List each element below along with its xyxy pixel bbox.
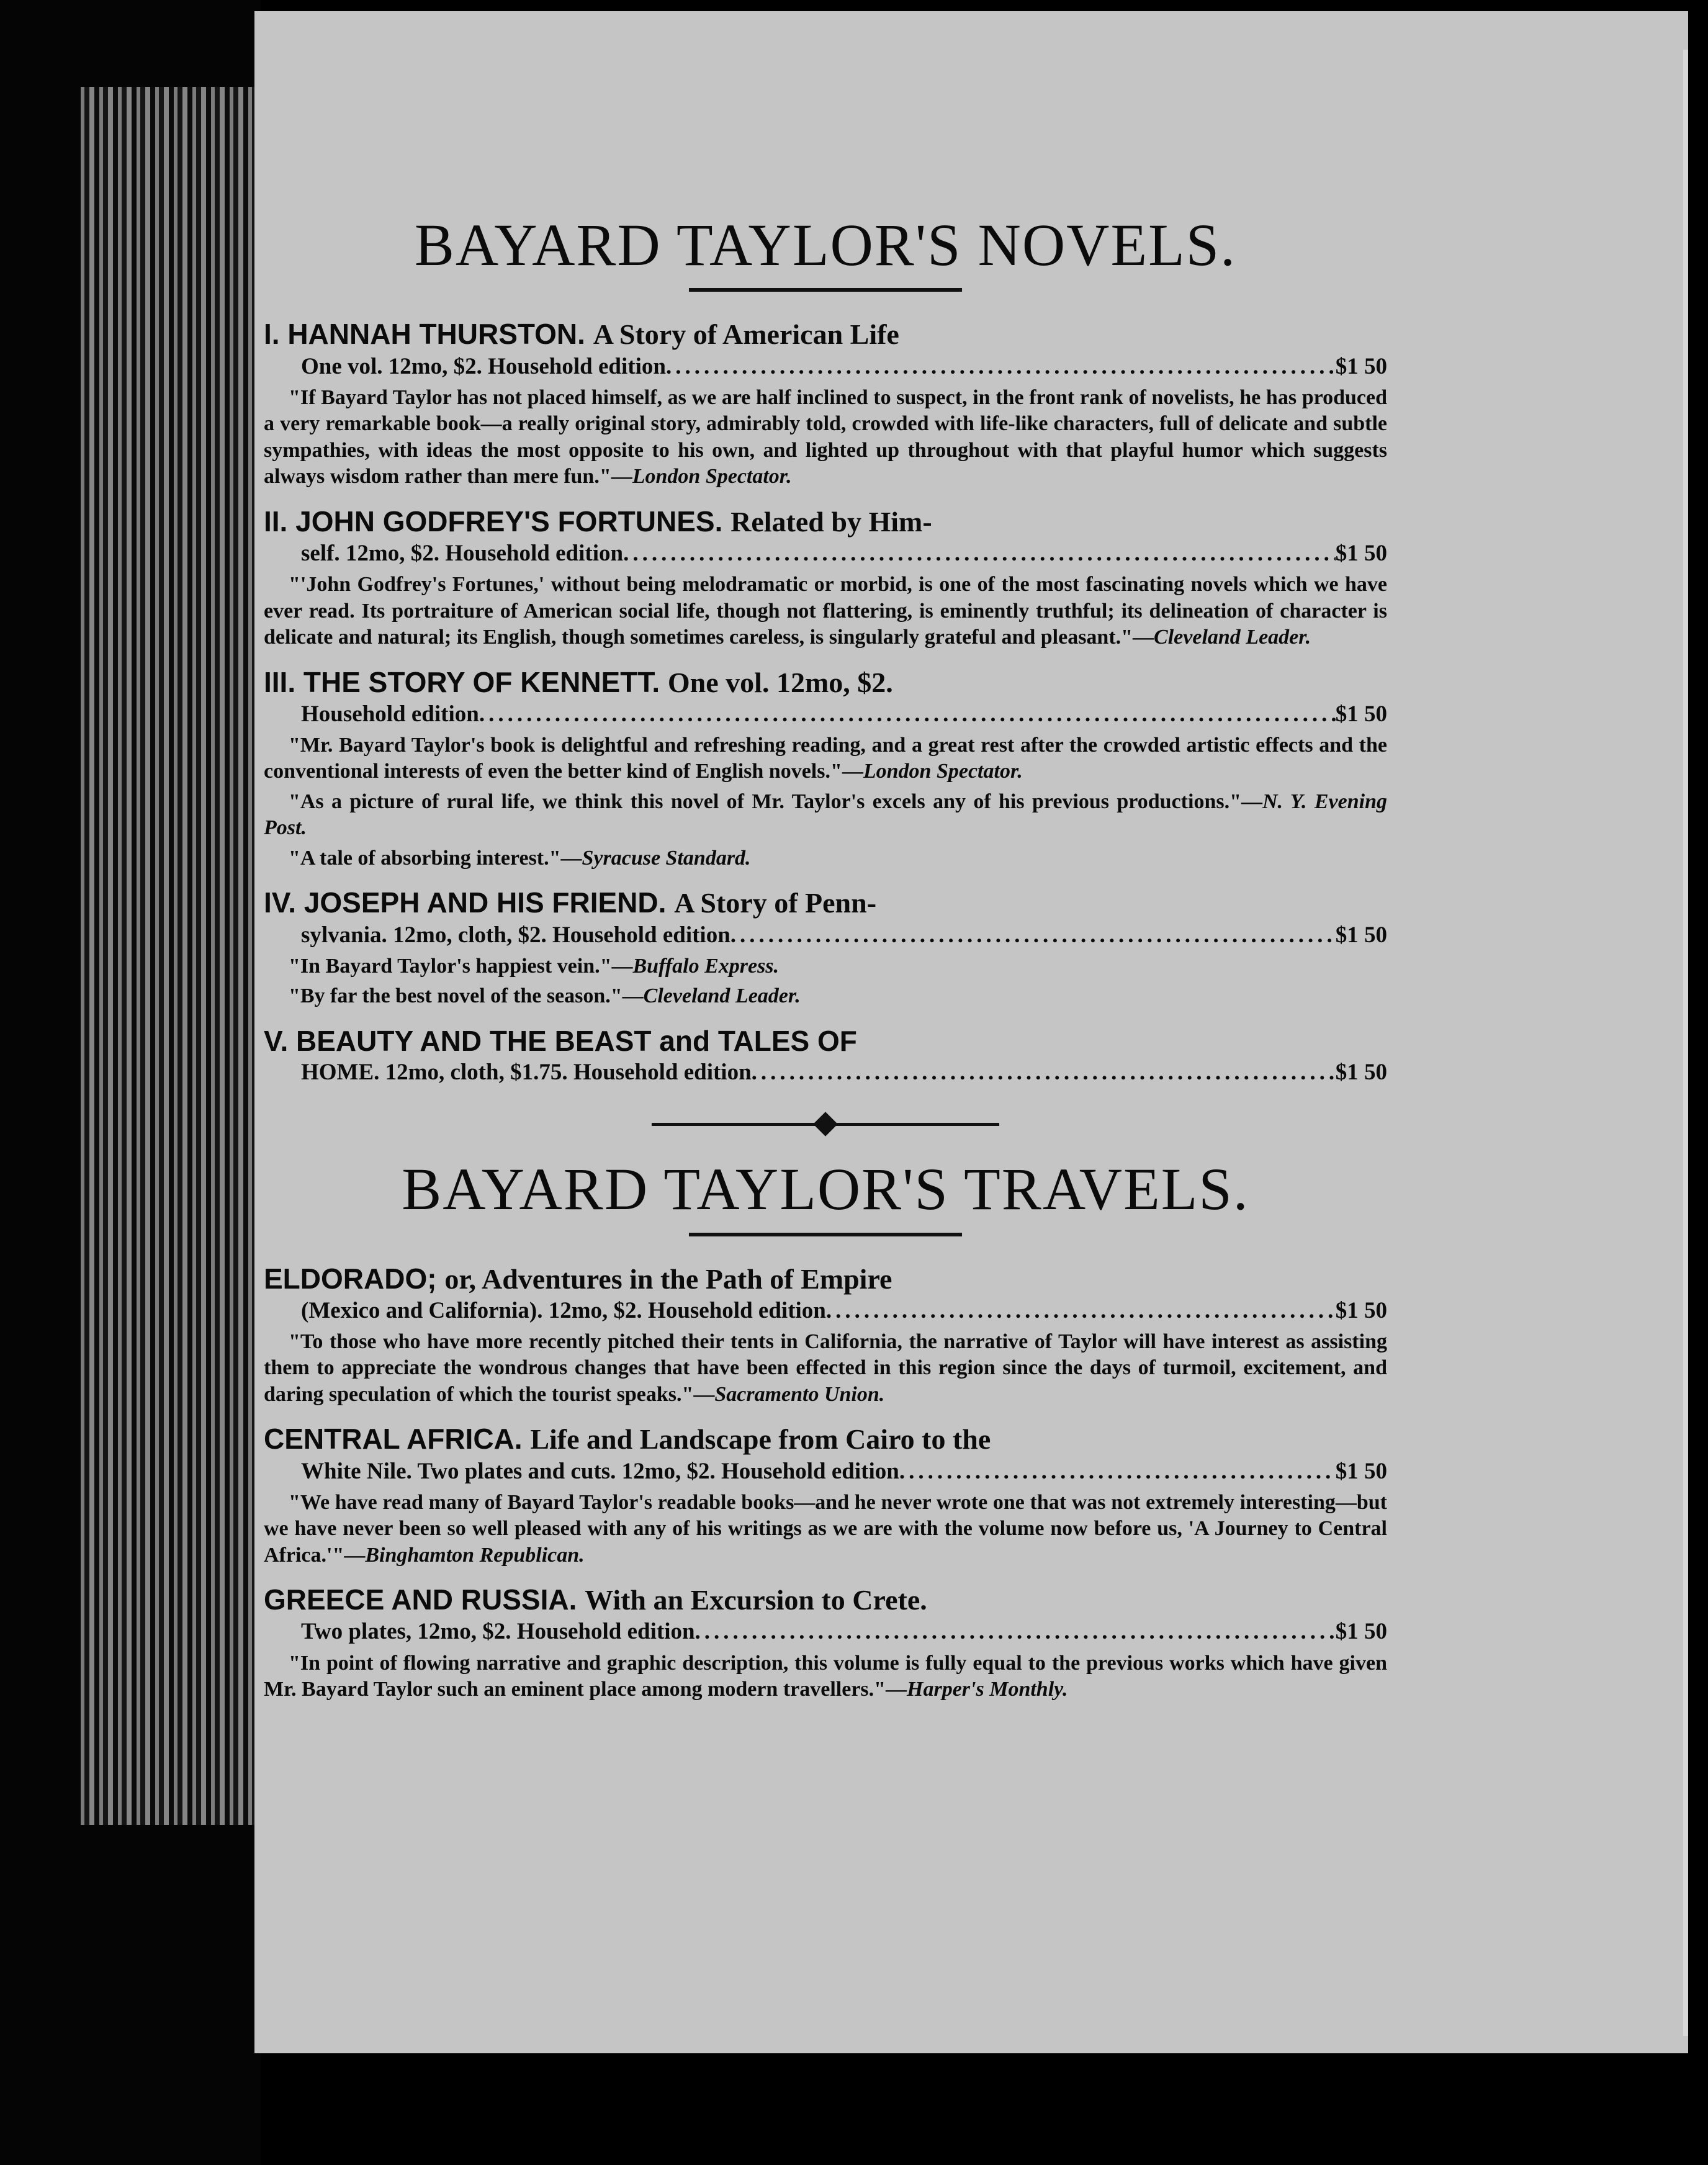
edition-details: Household edition: [301, 701, 479, 727]
novels-list: [264, 317, 1387, 1087]
quote-source: Harper's Monthly.: [907, 1678, 1068, 1701]
review-quote: [264, 572, 1387, 651]
price-line: [264, 1457, 1387, 1486]
edition-details: HOME. 12mo, cloth, $1.75. Household edition: [301, 1059, 752, 1085]
book-title-main: GREECE AND RUSSIA.: [264, 1583, 577, 1616]
travels-heading: BAYARD TAYLOR'S TRAVELS.: [402, 1156, 1249, 1223]
book-title-main: I. HANNAH THURSTON.: [264, 318, 585, 351]
section-ornament: [652, 1112, 999, 1137]
book-title: [264, 1261, 1387, 1297]
quote-source: Syracuse Standard.: [582, 846, 751, 870]
leader-dots: [666, 353, 1336, 381]
book-title-main: IV. JOSEPH AND HIS FRIEND.: [264, 886, 667, 919]
heading-rule: [689, 1233, 962, 1236]
book-title-main: II. JOHN GODFREY'S FORTUNES.: [264, 505, 723, 538]
price-line: [264, 539, 1387, 568]
quote-text: "'John Godfrey's Fortunes,' without being melodramatic or morbid, is one of the most fascinating novels which we have ever read. Its portraiture of American social life, though not flattering, is eminently truthful; its delineation of character is delicate and natural; its English, though sometimes careless, is singularly grateful and pleasant."—: [264, 573, 1387, 649]
book-title-main: CENTRAL AFRICA.: [264, 1423, 523, 1456]
price-line: [264, 353, 1387, 381]
book-title-main: ELDORADO;: [264, 1262, 437, 1295]
heading-rule: [689, 288, 962, 292]
diamond-icon: [813, 1112, 838, 1137]
review-quote: [264, 1490, 1387, 1569]
edition-details: One vol. 12mo, $2. Household edition: [301, 353, 666, 379]
book-entry: [264, 1582, 1387, 1703]
edition-details: Two plates, 12mo, $2. Household edition: [301, 1619, 695, 1645]
leader-dots: [479, 700, 1336, 729]
book-title-main: V. BEAUTY AND THE BEAST and TALES OF: [264, 1024, 857, 1057]
novels-heading: BAYARD TAYLOR'S NOVELS.: [414, 212, 1237, 278]
book-subtitle: Related by Him-: [730, 505, 932, 538]
book-price: $1 50: [1335, 1297, 1387, 1323]
leader-dots: [752, 1058, 1336, 1087]
leader-dots: [695, 1618, 1336, 1646]
leader-dots: [826, 1297, 1336, 1325]
review-quote: [264, 789, 1387, 842]
book-entry: [264, 885, 1387, 1009]
book-title-main: III. THE STORY OF KENNETT.: [264, 665, 660, 698]
page-content: [264, 211, 1387, 1717]
book-title: [264, 665, 1387, 700]
book-subtitle: A Story of Penn-: [674, 887, 877, 919]
book-price: $1 50: [1335, 353, 1387, 379]
quote-text: "In point of flowing narrative and graphic description, this volume is fully equal to the previous works which have given Mr. Bayard Taylor such an eminent place among modern travellers."—: [264, 1651, 1387, 1701]
book-price: $1 50: [1335, 1458, 1387, 1484]
review-quote: [264, 953, 1387, 980]
page-stack-edge: [81, 87, 267, 1825]
book-price: $1 50: [1335, 701, 1387, 727]
book-subtitle: With an Excursion to Crete.: [585, 1584, 927, 1616]
review-quote: [264, 845, 1387, 872]
review-quote: [264, 732, 1387, 785]
leader-dots: [899, 1457, 1336, 1486]
price-line: [264, 1058, 1387, 1087]
quote-text: "We have read many of Bayard Taylor's readable books—and he never wrote one that was not extremely interesting—but we have never been so well pleased with any of his writings as we are with the volume now before us, 'A Journey to Central Africa.'"—: [264, 1490, 1387, 1567]
book-title: [264, 317, 1387, 352]
leader-dots: [623, 539, 1336, 568]
quote-source: Cleveland Leader.: [1154, 626, 1311, 649]
book-entry: [264, 504, 1387, 651]
book-subtitle: Life and Landscape from Cairo to the: [530, 1423, 991, 1456]
quote-source: N. Y. Evening Post.: [264, 790, 1387, 840]
edition-details: (Mexico and California). 12mo, $2. Household edition: [301, 1297, 826, 1323]
book-entry: [264, 317, 1387, 490]
quote-text: "To those who have more recently pitched their tents in California, the narrative of Taylor will have interest as assisting them to appreciate the wondrous changes that have been effected in this region since the days of turmoil, excitement, and daring speculation of which the tourist speaks."—: [264, 1330, 1387, 1406]
book-subtitle: or, Adventures in the Path of Empire: [444, 1263, 892, 1295]
book-price: $1 50: [1335, 1619, 1387, 1645]
quote-source: Cleveland Leader.: [643, 984, 801, 1008]
edition-details: self. 12mo, $2. Household edition: [301, 540, 624, 566]
book-title: [264, 1421, 1387, 1457]
quote-source: London Spectator.: [863, 760, 1023, 783]
book-subtitle: One vol. 12mo, $2.: [667, 666, 893, 698]
quote-text: "Mr. Bayard Taylor's book is delightful and refreshing reading, and a great rest after the crowded artistic effects and the conventional interests of even the better kind of English novels."—: [264, 733, 1387, 783]
leader-dots: [730, 921, 1336, 950]
book-entry: [264, 665, 1387, 872]
quote-text: "By far the best novel of the season."—: [289, 984, 644, 1008]
quote-text: "A tale of absorbing interest."—: [289, 846, 582, 870]
book-subtitle: A Story of American Life: [593, 318, 899, 351]
quote-source: London Spectator.: [632, 465, 792, 488]
book-title: [264, 885, 1387, 920]
price-line: [264, 1618, 1387, 1646]
price-line: [264, 921, 1387, 950]
price-line: [264, 700, 1387, 729]
book-title: [264, 1024, 1387, 1058]
book-price: $1 50: [1335, 540, 1387, 566]
travels-list: [264, 1261, 1387, 1703]
review-quote: [264, 983, 1387, 1010]
quote-text: "As a picture of rural life, we think this novel of Mr. Taylor's excels any of his previous productions."—: [289, 790, 1262, 813]
book-title: [264, 1582, 1387, 1618]
quote-source: Buffalo Express.: [632, 954, 780, 978]
book-entry: [264, 1421, 1387, 1569]
book-entry: [264, 1261, 1387, 1408]
right-margin: [1688, 0, 1708, 2165]
book-price: $1 50: [1335, 922, 1387, 948]
review-quote: [264, 1650, 1387, 1703]
edition-details: sylvania. 12mo, cloth, $2. Household edition: [301, 922, 730, 948]
book-price: $1 50: [1335, 1059, 1387, 1085]
next-page-edge: [1683, 50, 1688, 2036]
edition-details: White Nile. Two plates and cuts. 12mo, $2. Household edition: [301, 1458, 899, 1484]
book-title: [264, 504, 1387, 539]
quote-text: "If Bayard Taylor has not placed himself, as we are half inclined to suspect, in the front rank of novelists, he has produced a very remarkable book—a really original story, admirably told, crowded with life-like characters, full of delicate and subtle sympathies, with ideas the most opposite to his own, and lighted up throughout with that playful humor which suggests always wisdom rather than mere fun."—: [264, 385, 1387, 488]
quote-source: Binghamton Republican.: [365, 1543, 585, 1567]
review-quote: [264, 1329, 1387, 1408]
review-quote: [264, 385, 1387, 490]
book-entry: [264, 1024, 1387, 1087]
quote-source: Sacramento Union.: [714, 1382, 885, 1406]
quote-text: "In Bayard Taylor's happiest vein."—: [289, 954, 633, 978]
price-line: [264, 1297, 1387, 1325]
